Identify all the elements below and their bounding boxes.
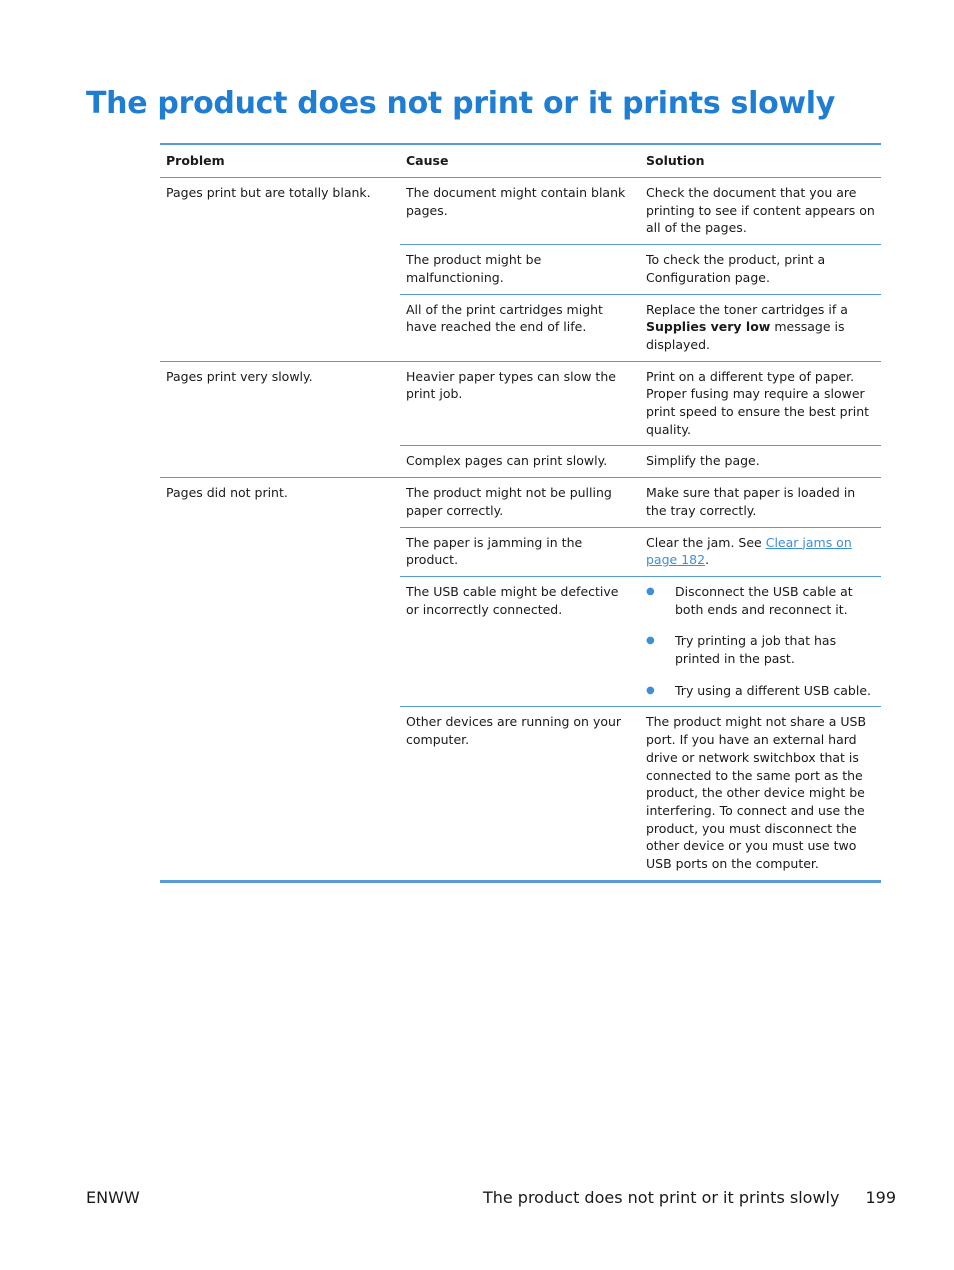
bullet-icon: ● — [646, 684, 655, 696]
bullet-text: Disconnect the USB cable at both ends and reconnect it. — [675, 583, 853, 617]
problem-cell: Pages print very slowly. — [166, 368, 313, 384]
header-cause: Cause — [406, 153, 449, 169]
page-title: The product does not print or it prints slowly — [86, 86, 836, 121]
cause-cell: Other devices are running on your computer. — [406, 714, 622, 748]
table-row — [400, 178, 881, 245]
supplies-very-low-message: Supplies very low — [646, 319, 771, 335]
solution-cell — [640, 295, 881, 361]
problem-cell: Pages did not print. — [166, 485, 288, 501]
table-row — [400, 362, 881, 447]
solution-text: . — [705, 552, 710, 568]
table-header — [160, 145, 881, 178]
solution-cell: To check the product, print a Configuration page. — [646, 252, 826, 285]
cause-cell: All of the print cartridges might have reached the end of life. — [406, 301, 603, 335]
bullet-item — [646, 682, 875, 700]
table-row — [400, 707, 881, 879]
solution-cell — [640, 577, 881, 707]
bullet-icon: ● — [646, 585, 655, 597]
cause-cell: The paper is jamming in the product. — [406, 534, 583, 568]
cause-cell: The document might contain blank pages. — [406, 185, 626, 218]
clear-jams-link[interactable]: Clear jams on page 182 — [646, 534, 852, 568]
solution-cell: Print on a different type of paper. Proper fusing may require a slower print speed to ensure the best print quality. — [646, 368, 870, 437]
solution-cell: Make sure that paper is loaded in the tray correctly. — [646, 485, 856, 518]
table-row-group — [160, 178, 881, 362]
bullet-item — [646, 632, 875, 667]
table-row-group — [160, 362, 881, 479]
cause-cell: The product might not be pulling paper correctly. — [406, 485, 612, 518]
footer-page-info — [483, 1188, 896, 1207]
page-number: 199 — [865, 1188, 896, 1207]
solution-cell: Check the document that you are printing to see if content appears on all of the pages. — [646, 185, 875, 236]
solution-text: message is displayed. — [646, 319, 845, 352]
solution-cell: Simplify the page. — [646, 453, 760, 469]
table-row — [400, 245, 881, 294]
table-row — [400, 446, 881, 477]
table-row-group — [160, 478, 881, 880]
header-problem: Problem — [166, 153, 225, 169]
bullet-icon: ● — [646, 635, 655, 647]
table-row — [400, 577, 881, 708]
solution-text: Replace the toner cartridges if a — [646, 301, 848, 317]
solution-cell — [640, 528, 881, 576]
problem-cell: Pages print but are totally blank. — [166, 185, 371, 200]
footer-section-title: The product does not print or it prints slowly — [482, 1188, 840, 1207]
cause-cell: The USB cable might be defective or incorrectly connected. — [406, 583, 619, 617]
bullet-item — [646, 583, 875, 618]
table-row — [400, 295, 881, 361]
table-row — [400, 478, 881, 527]
cause-cell: Heavier paper types can slow the print job. — [406, 368, 616, 402]
cause-cell: Complex pages can print slowly. — [406, 453, 608, 469]
cause-cell: The product might be malfunctioning. — [406, 252, 542, 285]
troubleshooting-table — [160, 143, 881, 883]
footer-label: ENWW — [86, 1188, 140, 1207]
bullet-text: Try printing a job that has printed in the past. — [675, 633, 837, 667]
header-solution: Solution — [646, 153, 705, 169]
bullet-text: Try using a different USB cable. — [675, 682, 871, 698]
table-row — [400, 528, 881, 577]
solution-text: Clear the jam. See — [646, 534, 762, 550]
solution-cell: The product might not share a USB port. If you have an external hard drive or network switchbox that is connected to the same port as the product, the other device might be interfering. To connect and use the product, you must disconnect the other device or you must use two USB ports on the computer. — [646, 714, 867, 872]
